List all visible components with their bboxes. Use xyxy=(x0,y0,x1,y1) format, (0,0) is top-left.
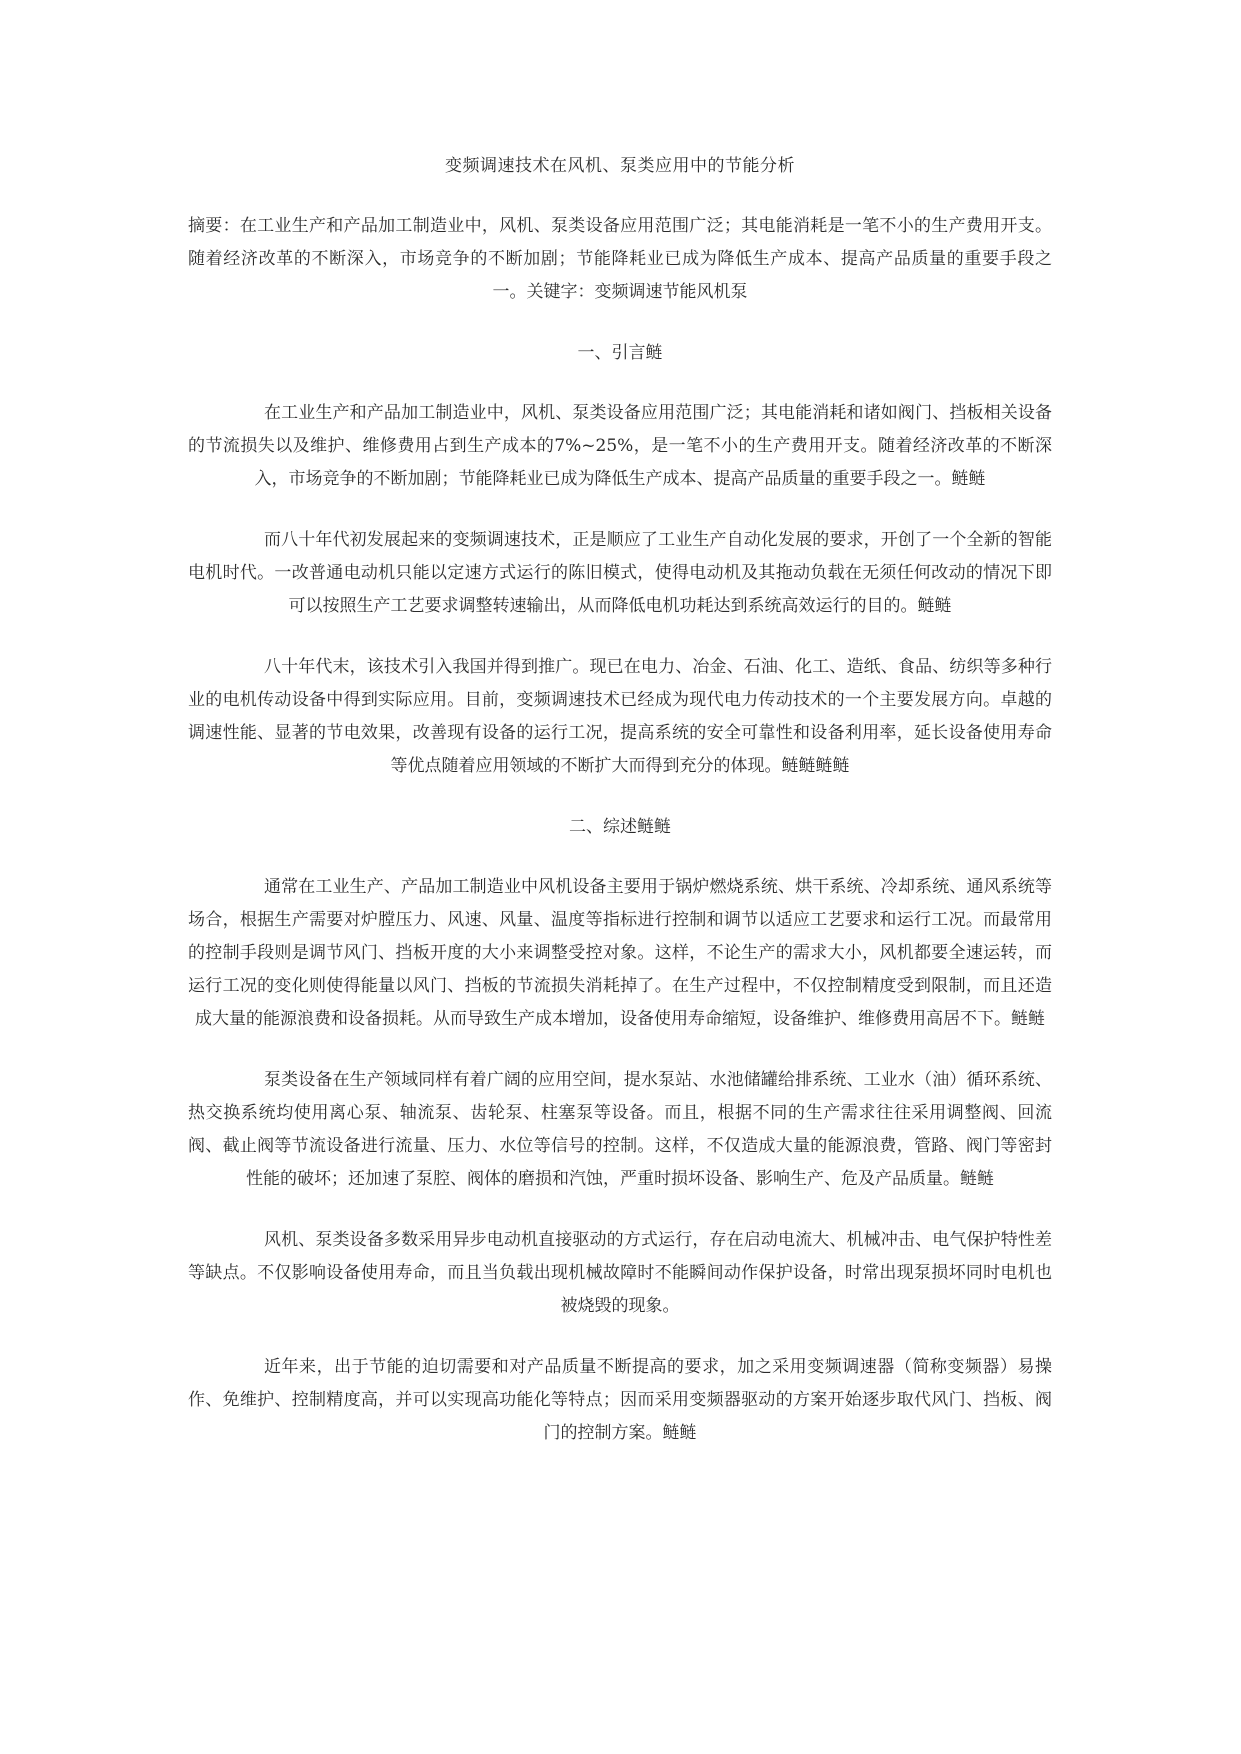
overview-paragraph-3: 风机、泵类设备多数采用异步电动机直接驱动的方式运行，存在启动电流大、机械冲击、电气保护特性差等缺点。不仅影响设备使用寿命，而且当负载出现机械故障时不能瞬间动作保护设备，时常出现泵损坏同时电机也被烧毁的现象。 xyxy=(188,1230,1052,1316)
document-title: 变频调速技术在风机、泵类应用中的节能分析 xyxy=(445,156,795,176)
overview-paragraph-1: 通常在工业生产、产品加工制造业中风机设备主要用于锅炉燃烧系统、烘干系统、冷却系统、通风系统等场合，根据生产需要对炉膛压力、风速、风量、温度等指标进行控制和调节以适应工艺要求和运行工况。而最常用的控制手段则是调节风门、挡板开度的大小来调整受控对象。这样，不论生产的需求大小，风机都要全速运转，而运行工况的变化则使得能量以风门、挡板的节流损失消耗掉了。在生产过程中，不仅控制精度受到限制，而且还造成大量的能源浪费和设备损耗。从而导致生产成本增加，设备使用寿命缩短，设备维护、维修费用高居不下。鲢鲢 xyxy=(188,877,1052,1029)
document-body xyxy=(188,150,1052,1478)
section-heading-overview: 二、综述鲢鲢 xyxy=(569,817,671,837)
abstract-paragraph: 摘要：在工业生产和产品加工制造业中，风机、泵类设备应用范围广泛；其电能消耗是一笔不小的生产费用开支。随着经济改革的不断深入，市场竞争的不断加剧；节能降耗业已成为降低生产成本、提高产品质量的重要手段之一。关键字：变频调速节能风机泵 xyxy=(188,216,1052,302)
overview-paragraph-4: 近年来，出于节能的迫切需要和对产品质量不断提高的要求，加之采用变频调速器（简称变频器）易操作、免维护、控制精度高，并可以实现高功能化等特点；因而采用变频器驱动的方案开始逐步取代风门、挡板、阀门的控制方案。鲢鲢 xyxy=(188,1357,1052,1443)
overview-paragraph-2: 泵类设备在生产领域同样有着广阔的应用空间，提水泵站、水池储罐给排系统、工业水（油）循环系统、热交换系统均使用离心泵、轴流泵、齿轮泵、柱塞泵等设备。而且，根据不同的生产需求往往采用调整阀、回流阀、截止阀等节流设备进行流量、压力、水位等信号的控制。这样，不仅造成大量的能源浪费，管路、阀门等密封性能的破坏；还加速了泵腔、阀体的磨损和汽蚀，严重时损坏设备、影响生产、危及产品质量。鲢鲢 xyxy=(188,1070,1052,1189)
section-heading-introduction: 一、引言鲢 xyxy=(577,343,663,363)
intro-paragraph-1: 在工业生产和产品加工制造业中，风机、泵类设备应用范围广泛；其电能消耗和诸如阀门、挡板相关设备的节流损失以及维护、维修费用占到生产成本的7%~25%，是一笔不小的生产费用开支。随着经济改革的不断深入，市场竞争的不断加剧；节能降耗业已成为降低生产成本、提高产品质量的重要手段之一。鲢鲢 xyxy=(188,403,1052,489)
intro-paragraph-3: 八十年代末，该技术引入我国并得到推广。现已在电力、冶金、石油、化工、造纸、食品、纺织等多种行业的电机传动设备中得到实际应用。目前，变频调速技术已经成为现代电力传动技术的一个主要发展方向。卓越的调速性能、显著的节电效果，改善现有设备的运行工况，提高系统的安全可靠性和设备利用率，延长设备使用寿命等优点随着应用领域的不断扩大而得到充分的体现。鲢鲢鲢鲢 xyxy=(188,657,1052,776)
intro-paragraph-2: 而八十年代初发展起来的变频调速技术，正是顺应了工业生产自动化发展的要求，开创了一个全新的智能电机时代。一改普通电动机只能以定速方式运行的陈旧模式，使得电动机及其拖动负载在无须任何改动的情况下即可以按照生产工艺要求调整转速输出，从而降低电机功耗达到系统高效运行的目的。鲢鲢 xyxy=(188,530,1052,616)
